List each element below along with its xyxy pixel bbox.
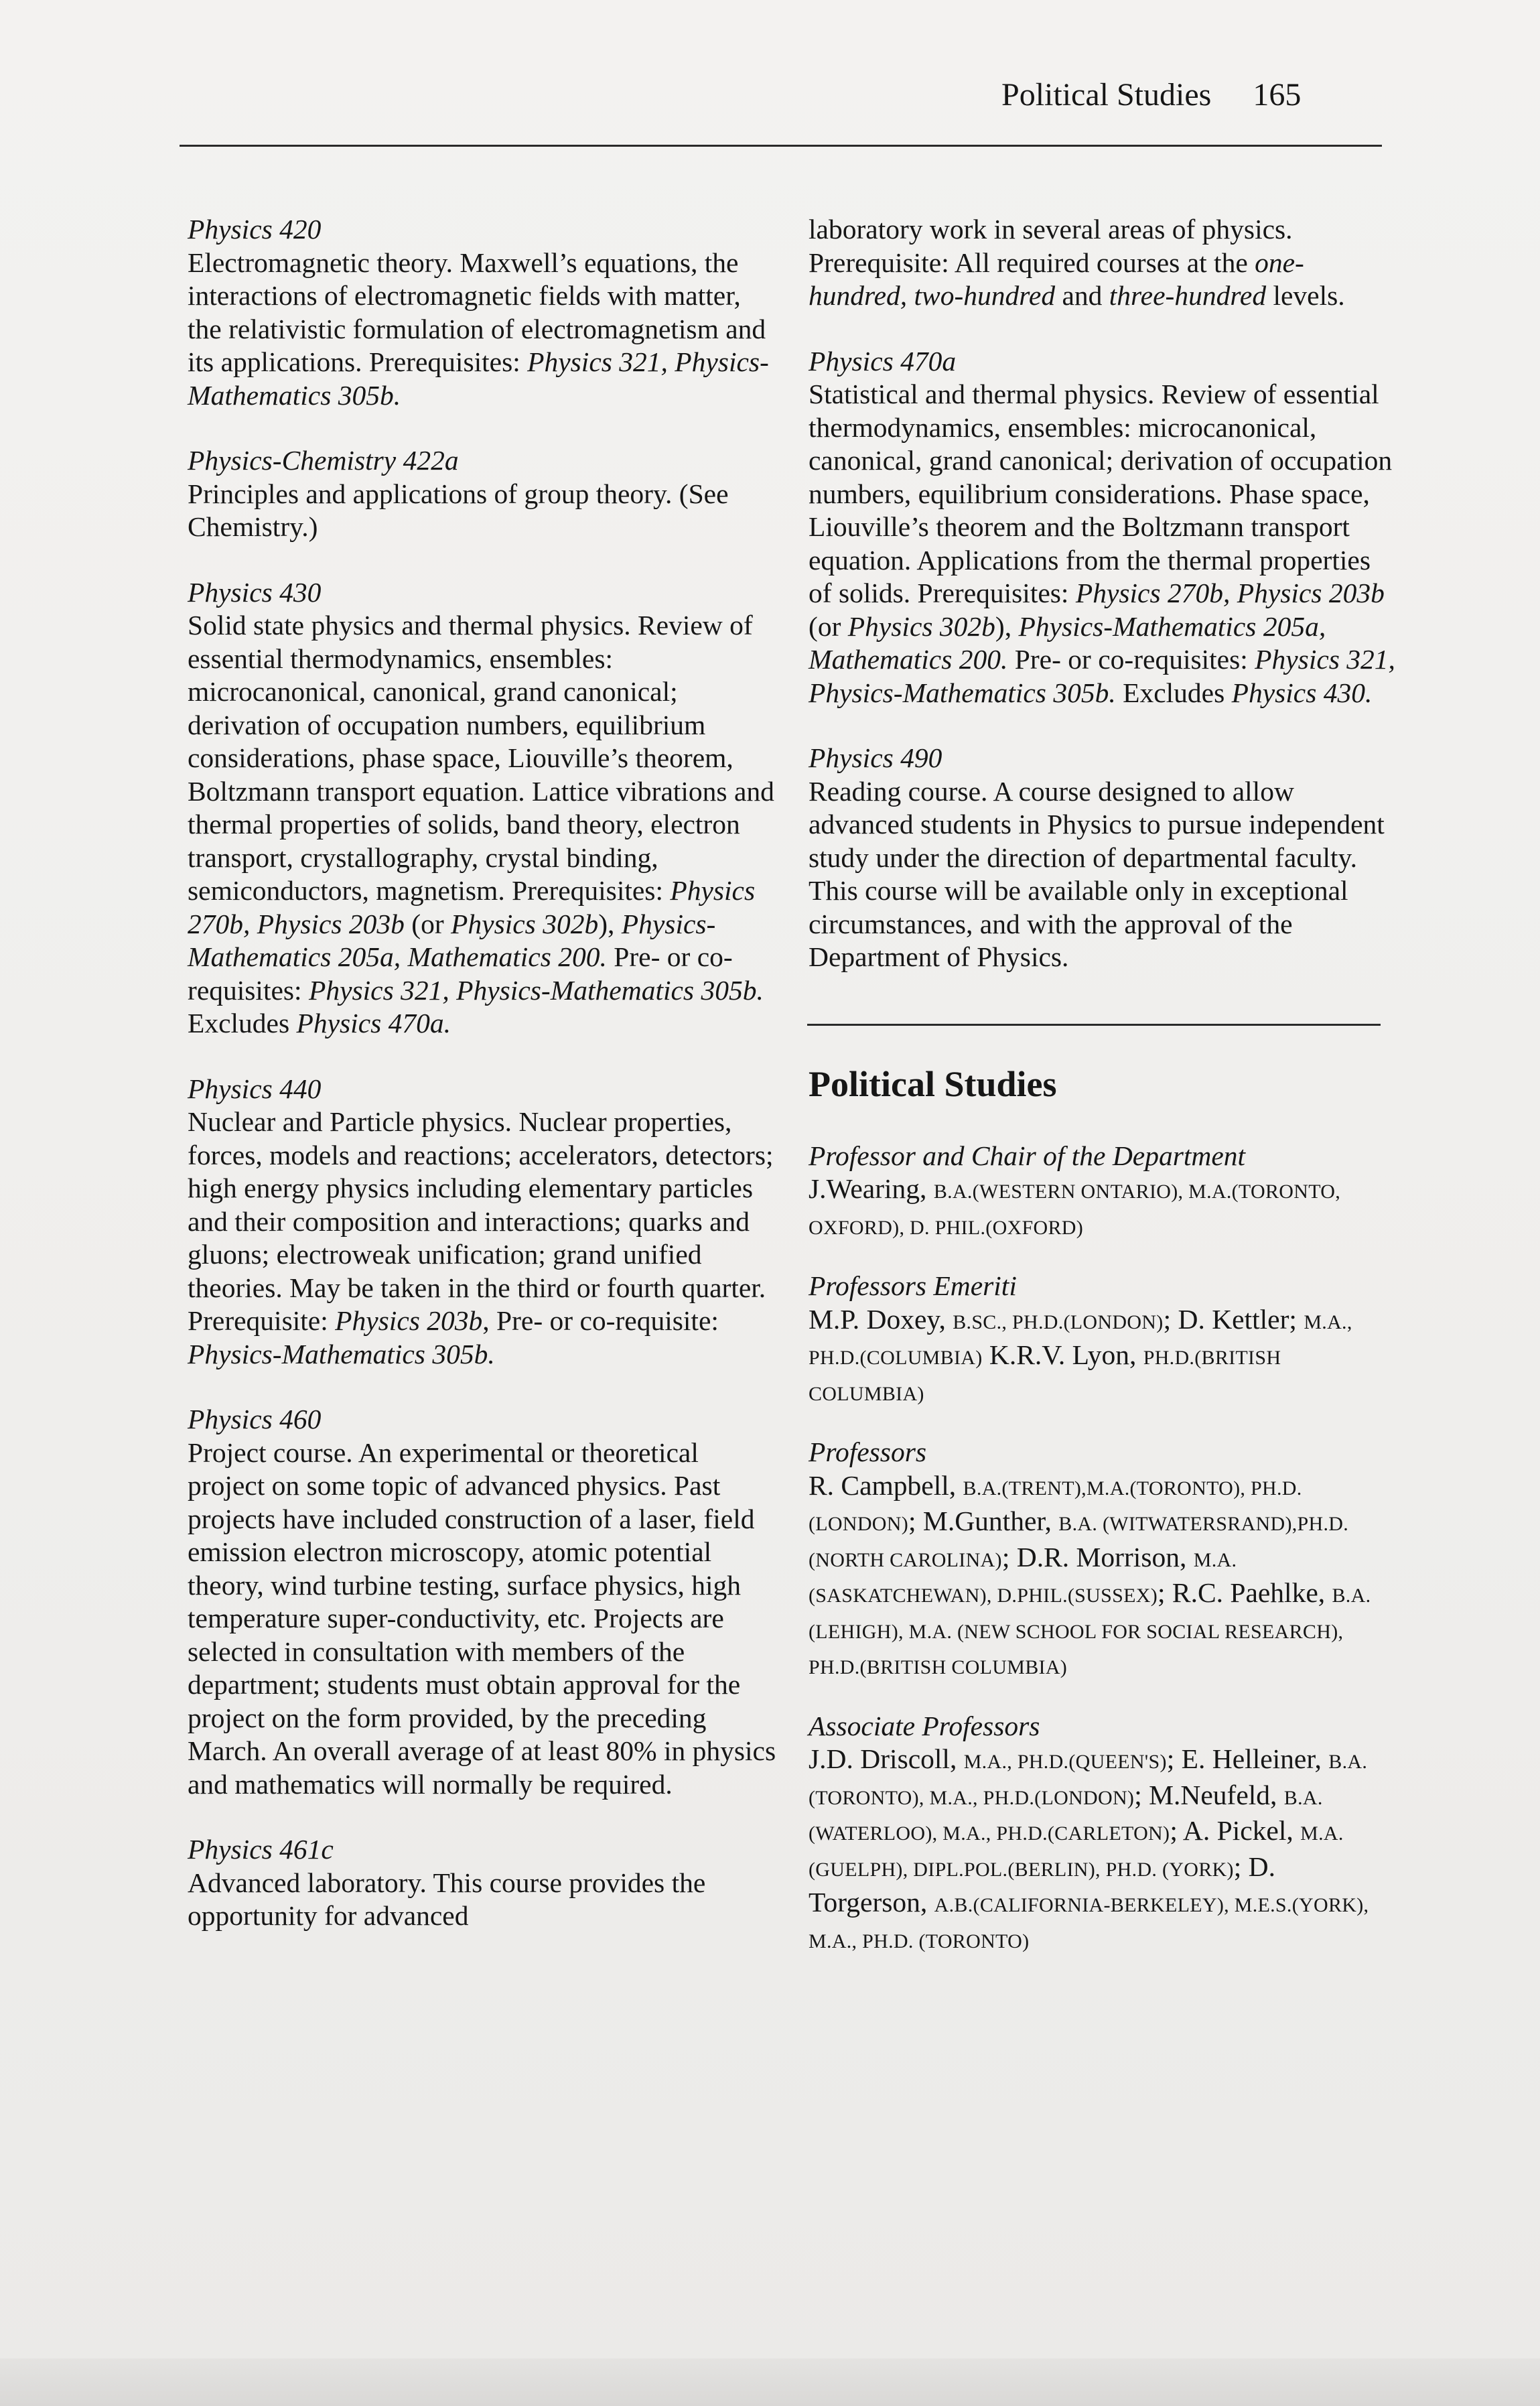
text-run: J.Wearing, xyxy=(809,1173,934,1204)
italic-text: Physics-Mathematics 205a, Mathematics 200. xyxy=(809,610,1326,675)
page-bottom-edge xyxy=(0,2358,1540,2406)
course-code: Physics 470a xyxy=(809,345,957,377)
degree-text: M.A., PH.D.(COLUMBIA) xyxy=(809,1311,1352,1369)
italic-text: Physics 270b, Physics 203b xyxy=(188,875,756,939)
text-run: ; D.R. Morrison, xyxy=(1001,1541,1194,1573)
text-run: Excludes xyxy=(1115,677,1232,708)
italic-text: Physics 302b xyxy=(847,610,995,642)
faculty-group xyxy=(809,1140,1398,1245)
faculty-names xyxy=(809,1469,1398,1684)
text-run: , Pre- or co-requisite: xyxy=(482,1305,719,1336)
course-description xyxy=(809,775,1398,974)
running-head-section: Political Studies xyxy=(1001,77,1212,113)
page-number: 165 xyxy=(1253,77,1302,113)
faculty-role-title: Professors Emeriti xyxy=(809,1270,1017,1301)
course-code: Physics 430 xyxy=(188,576,322,608)
text-run: Advanced laboratory. This course provides the opportunity for advanced xyxy=(188,1867,706,1931)
text-run: Project course. An experimental or theoretical project on some topic of advanced physics. Past projects have included construction of a laser, field emission electron microscopy, atomic potential theory, wind turbine testing, surface physics, high temperature super-conductivity, etc. Projects are selected in consultation with members of the department; students must obtain approval for the project on the form provided, by the preceding March. An overall average of at least 80% in physics and mathematics will normally be required. xyxy=(188,1436,776,1800)
header-rule xyxy=(180,145,1382,147)
faculty-names xyxy=(809,1743,1398,1958)
text-run: Pre- or co-requisites: xyxy=(1007,644,1255,675)
course-entry xyxy=(188,1833,777,1933)
text-run: Nuclear and Particle physics. Nuclear properties, forces, models and reactions; accelerators, detectors; high energy physics including elementary particles and their composition and interactions; quarks and gluons; electroweak unification; grand unified theories. May be taken in the third or fourth quarter. Prerequisite: xyxy=(188,1106,774,1336)
degree-text: B.A.(TRENT),M.A.(TORONTO), PH.D.(LONDON) xyxy=(809,1477,1302,1535)
degree-text: B.SC., PH.D.(LONDON) xyxy=(953,1311,1164,1333)
text-run: ; D. Kettler; xyxy=(1163,1303,1304,1335)
text-run: ; E. Helleiner, xyxy=(1166,1743,1329,1774)
degree-text: B.A.(WESTERN ONTARIO), M.A.(TORONTO, OXFORD), D. PHIL.(OXFORD) xyxy=(809,1181,1341,1239)
degree-text: M.A., PH.D.(QUEEN'S) xyxy=(963,1751,1167,1773)
text-run: and xyxy=(1055,280,1109,311)
text-run: Electromagnetic theory. Maxwell’s equations, the interactions of electromagnetic fields with matter, the relativistic formulation of electromagnetism and its applications. Prerequisites: xyxy=(188,247,766,377)
left-column xyxy=(188,213,777,1965)
course-description xyxy=(188,1436,777,1802)
course-entry xyxy=(188,213,777,412)
right-column xyxy=(809,213,1398,1983)
text-run: Statistical and thermal physics. Review of essential thermodynamics, ensembles: microcanonical, canonical, grand canonical; derivation of occupation numbers, equilibrium considerations. Phase space, Liouville’s theorem and the Boltzmann transport equation. Applications from the thermal properties of solids. Prerequisites: xyxy=(809,379,1393,608)
faculty-list xyxy=(809,1140,1398,1958)
section-title: Political Studies xyxy=(809,1063,1057,1104)
course-description xyxy=(188,247,777,413)
degree-text: A.B.(CALIFORNIA-BERKELEY), M.E.S.(YORK), M.A., PH.D. (TORONTO) xyxy=(809,1894,1369,1952)
degree-text: PH.D.(BRITISH COLUMBIA) xyxy=(809,1347,1281,1405)
italic-text: Physics 321, Physics-Mathematics 305b. xyxy=(188,346,769,411)
faculty-group xyxy=(809,1436,1398,1684)
text-run: ; D. Torgerson, xyxy=(809,1851,1276,1918)
course-description xyxy=(188,1867,777,1933)
course-entry xyxy=(809,345,1398,710)
text-run: (or xyxy=(404,908,451,939)
text-run: M.P. Doxey, xyxy=(809,1303,953,1335)
section-rule xyxy=(807,1024,1381,1026)
course-description xyxy=(188,609,777,1041)
text-run: ; M.Gunther, xyxy=(908,1506,1059,1536)
course-entry xyxy=(188,1073,777,1372)
course-description xyxy=(188,1106,777,1371)
italic-text: Physics-Mathematics 205a, Mathematics 200. xyxy=(188,908,716,972)
course-description xyxy=(809,378,1398,710)
course-entry xyxy=(188,1403,777,1801)
text-run: ), xyxy=(598,908,622,939)
text-run: laboratory work in several areas of physics. Prerequisite: All required courses at the xyxy=(809,214,1293,278)
degree-text: M.A.(GUELPH), DIPL.POL.(BERLIN), PH.D. (YORK) xyxy=(809,1822,1344,1881)
course-entry xyxy=(809,213,1398,313)
text-run: levels. xyxy=(1266,280,1345,311)
course-code: Physics 490 xyxy=(809,742,942,773)
italic-text: one-hundred, two-hundred xyxy=(809,247,1304,311)
degree-text: B.A.(TORONTO), M.A., PH.D.(LONDON) xyxy=(809,1751,1368,1809)
running-head xyxy=(1001,75,1301,115)
course-entries xyxy=(809,213,1398,974)
text-run: ; A. Pickel, xyxy=(1170,1815,1301,1846)
course-code: Physics 420 xyxy=(188,214,322,245)
text-run: K.R.V. Lyon, xyxy=(982,1339,1143,1370)
italic-text: Physics 430. xyxy=(1231,677,1373,708)
course-entry xyxy=(188,576,777,1041)
italic-text: Physics 321, Physics-Mathematics 305b. xyxy=(308,974,764,1006)
text-run: Principles and applications of group theory. (See Chemistry.) xyxy=(188,478,729,542)
course-code: Physics-Chemistry 422a xyxy=(188,445,459,476)
degree-text: B.A. (LEHIGH), M.A. (NEW SCHOOL FOR SOCIAL RESEARCH), PH.D.(BRITISH COLUMBIA) xyxy=(809,1585,1371,1678)
faculty-role-title: Professors xyxy=(809,1436,927,1467)
faculty-names xyxy=(809,1303,1398,1411)
italic-text: Physics 321, Physics-Mathematics 305b. xyxy=(809,644,1395,708)
text-run: Reading course. A course designed to allow advanced students in Physics to pursue independent study under the direction of departmental faculty. This course will be available only in exceptional circumstances, and with the approval of the Department of Physics. xyxy=(809,775,1385,972)
course-entry xyxy=(809,742,1398,974)
text-run: J.D. Driscoll, xyxy=(809,1743,964,1774)
italic-text: Physics-Mathematics 305b. xyxy=(188,1338,495,1369)
degree-text: M.A. (SASKATCHEWAN), D.PHIL.(SUSSEX) xyxy=(809,1548,1237,1607)
italic-text: Physics 270b, Physics 203b xyxy=(1075,578,1385,608)
faculty-role-title: Professor and Chair of the Department xyxy=(809,1140,1246,1171)
text-run: R. Campbell, xyxy=(809,1469,963,1501)
text-run: Pre- or co-requisites: xyxy=(188,941,733,1006)
italic-text: three-hundred xyxy=(1109,280,1267,311)
text-run: ; R.C. Paehlke, xyxy=(1157,1577,1332,1608)
course-code: Physics 460 xyxy=(188,1404,322,1434)
italic-text: Physics 203b xyxy=(335,1305,483,1336)
degree-text: B.A. (WITWATERSRAND),PH.D. (NORTH CAROLINA) xyxy=(809,1513,1349,1571)
faculty-names xyxy=(809,1173,1398,1244)
text-run: ; M.Neufeld, xyxy=(1134,1779,1284,1810)
italic-text: Physics 470a. xyxy=(296,1008,451,1039)
course-description xyxy=(188,478,777,544)
text-run: ), xyxy=(995,610,1019,642)
text-run: Solid state physics and thermal physics. Review of essential thermodynamics, ensembles: microcanonical, canonical, grand canonical; derivation of occupation numbers, equilibrium considerations, phase space, Liouville’s theorem, Boltzmann transport equation. Lattice vibrations and thermal properties of solids, band theory, electron transport, crystallography, crystal binding, semiconductors, magnetism. Prerequisites: xyxy=(188,610,774,906)
course-entry xyxy=(188,444,777,544)
text-run: Excludes xyxy=(188,1008,297,1039)
faculty-role-title: Associate Professors xyxy=(809,1710,1040,1741)
italic-text: Physics 302b xyxy=(451,908,599,939)
faculty-group xyxy=(809,1270,1398,1410)
degree-text: B.A.(WATERLOO), M.A., PH.D.(CARLETON) xyxy=(809,1786,1323,1845)
course-code: Physics 440 xyxy=(188,1073,322,1104)
faculty-group xyxy=(809,1710,1398,1958)
course-code: Physics 461c xyxy=(188,1834,334,1865)
text-run: (or xyxy=(809,610,848,642)
course-description xyxy=(809,213,1398,313)
